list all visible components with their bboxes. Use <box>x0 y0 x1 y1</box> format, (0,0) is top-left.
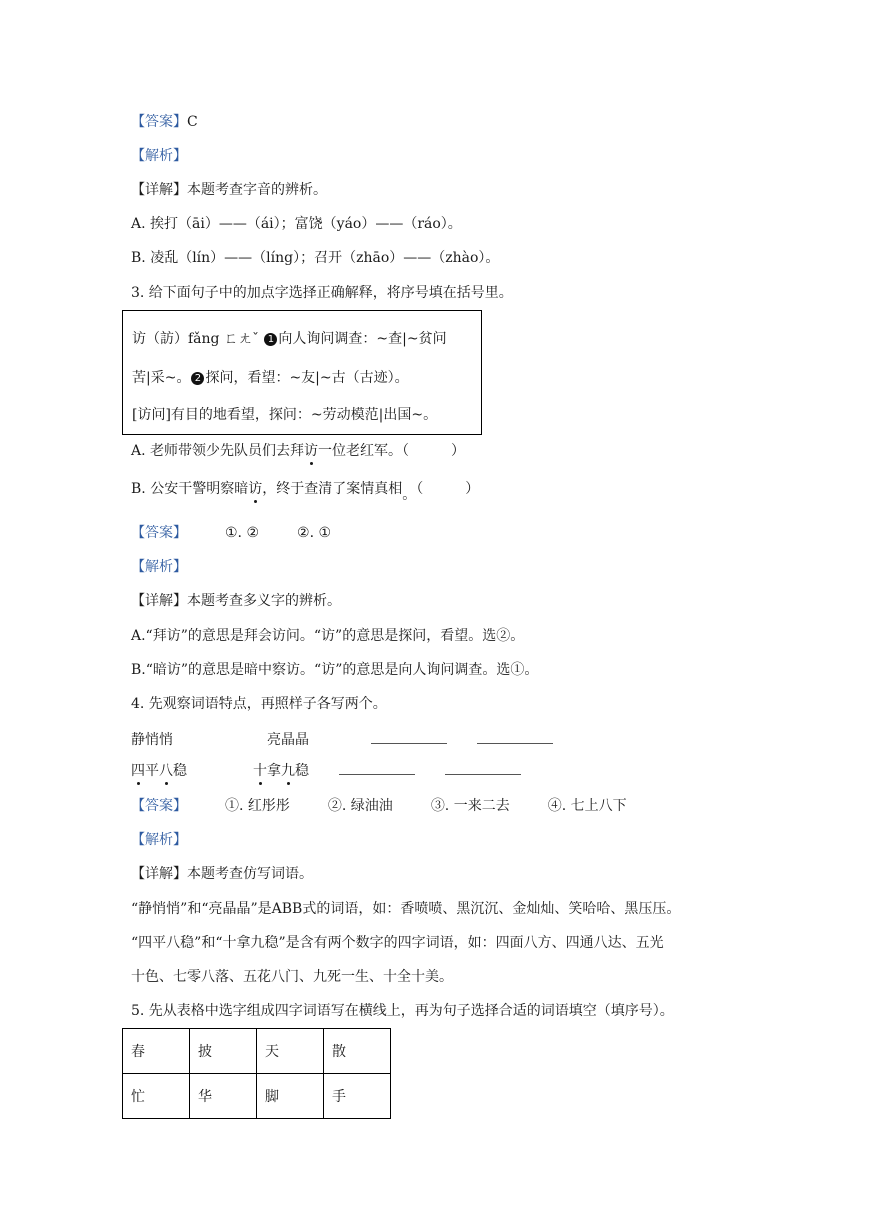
answer-blank[interactable] <box>445 760 521 775</box>
question-4-prompt: 4. 先观察词语特点，再照样子各写两个。 <box>131 696 387 712</box>
answer-blank[interactable] <box>371 729 447 744</box>
example-row-2: 四平八稳 十拿九稳 <box>131 760 521 781</box>
grid-cell: 手 <box>324 1074 391 1119</box>
answer-line <box>131 796 627 816</box>
grid-cell: 忙 <box>123 1074 190 1119</box>
grid-cell: 华 <box>190 1074 257 1119</box>
answer-item: ①. ② <box>225 525 260 541</box>
explanation-b: B.“暗访”的意思是暗中察访。“访”的意思是向人询问调查。选①。 <box>131 662 539 678</box>
dictionary-line-1: 访（訪）fǎng ㄈㄤˇ 1 向人询问调查：~查|~贫问 <box>132 331 447 347</box>
analysis-label: 【解析】 <box>131 148 187 164</box>
answer-label: 【答案】 <box>131 798 187 814</box>
table-row <box>123 1029 391 1074</box>
question-3-b: B. 公安干警明察暗访，终于查清了案情真相。（ ） <box>131 481 480 503</box>
answer-item: ①. 红彤彤 <box>225 798 290 814</box>
answer-item: ③. 一来二去 <box>430 798 510 814</box>
dotted-char: 访 <box>304 443 319 459</box>
grid-cell: 天 <box>257 1029 324 1074</box>
example-word: 静悄悄 <box>131 732 173 748</box>
circled-number-1: 1 <box>264 333 277 346</box>
answer-item: ②. 绿油油 <box>327 798 393 814</box>
grid-cell: 春 <box>123 1029 190 1074</box>
explanation-a: A. 挨打（āi）——（ái）；富饶（yáo）——（ráo）。 <box>131 216 462 232</box>
answer-line <box>131 523 331 543</box>
answer-blank[interactable] <box>339 760 415 775</box>
example-word: 亮晶晶 <box>267 732 309 748</box>
explanation-2: “四平八稳”和“十拿九稳”是含有两个数字的四字词语，如：四面八方、四通八达、五光 <box>131 935 664 951</box>
dictionary-line-3: [访问]有目的地看望，探问：~劳动模范|出国~。 <box>132 407 438 423</box>
answer-label: 【答案】 <box>131 525 187 541</box>
table-row <box>123 1074 391 1119</box>
dictionary-entry-box <box>122 310 482 435</box>
analysis-label: 【解析】 <box>131 832 187 848</box>
detail-text: 【详解】本题考查多义字的辨析。 <box>131 593 341 609</box>
explanation-3: 十色、七零八落、五花八门、九死一生、十全十美。 <box>131 969 453 985</box>
answer-value: C <box>187 114 198 130</box>
answer-item: ②. ① <box>297 525 332 541</box>
dotted-char: 访 <box>248 481 263 497</box>
grid-cell: 披 <box>190 1029 257 1074</box>
answer-blank[interactable] <box>477 729 553 744</box>
grid-cell: 脚 <box>257 1074 324 1119</box>
question-3-a: A. 老师带领少先队员们去拜访一位老红军。（ ） <box>131 443 466 459</box>
detail-text: 【详解】本题考查仿写词语。 <box>131 866 313 882</box>
explanation-b: B. 凌乱（lín）——（líng）；召开（zhāo）——（zhào）。 <box>131 250 500 266</box>
explanation-1: “静悄悄”和“亮晶晶”是ABB式的词语，如：香喷喷、黑沉沉、金灿灿、笑哈哈、黑压压。 <box>131 901 681 917</box>
circled-number-2: 2 <box>191 372 204 385</box>
answer-label: 【答案】 <box>131 114 187 130</box>
dictionary-line-2: 苦|采~。 2 探问，看望：~友|~古（古迹）。 <box>132 370 409 386</box>
character-grid <box>122 1028 391 1119</box>
answer-item: ④. 七上八下 <box>547 798 627 814</box>
example-row-1 <box>131 729 553 750</box>
question-5-prompt: 5. 先从表格中选字组成四字词语写在横线上，再为句子选择合适的词语填空（填序号）。 <box>131 1003 674 1019</box>
detail-text: 【详解】本题考查字音的辨析。 <box>131 182 327 198</box>
explanation-a: A.“拜访”的意思是拜会访问。“访”的意思是探问，看望。选②。 <box>131 628 525 644</box>
answer-line <box>131 112 198 132</box>
analysis-label: 【解析】 <box>131 559 187 575</box>
question-3-prompt: 3. 给下面句子中的加点字选择正确解释，将序号填在括号里。 <box>131 285 513 301</box>
grid-cell: 散 <box>324 1029 391 1074</box>
